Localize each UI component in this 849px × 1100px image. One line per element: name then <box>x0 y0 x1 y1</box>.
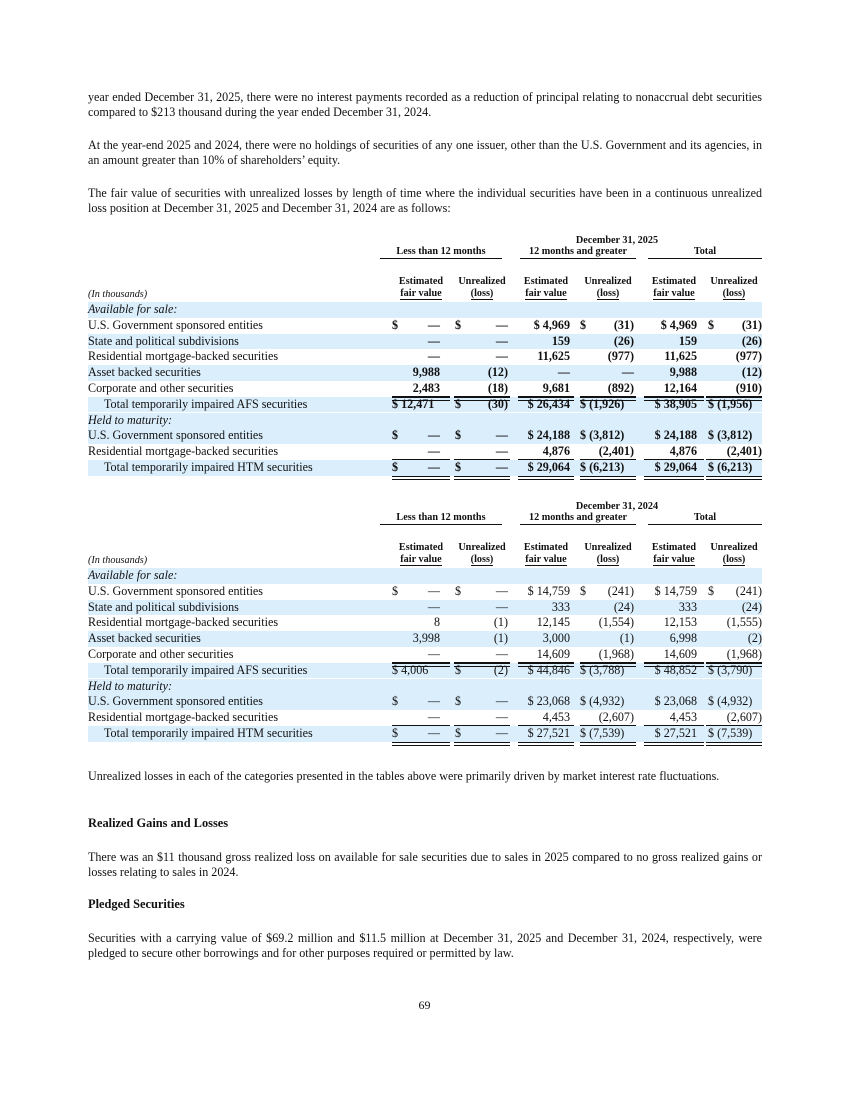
total-double-rule <box>454 397 510 401</box>
cell-col-8: $ (1,956) <box>708 396 753 411</box>
cell-col-1: — <box>427 317 440 332</box>
cell-col-7: 12,164 <box>663 381 697 395</box>
section-header-row <box>88 568 762 584</box>
cell-col-9: (1,968) <box>726 647 762 661</box>
cell-col-8: $ (4,932) <box>708 694 753 709</box>
total-double-rule <box>644 742 704 746</box>
column-header-estimated-fair-value <box>644 276 704 300</box>
row-label: Residential mortgage-backed securities <box>88 349 279 364</box>
cell-col-1: — <box>427 349 440 364</box>
column-header-underlined-text: fair value <box>400 287 442 299</box>
cell-col-7: $ 24,188 <box>654 428 697 443</box>
htm-row <box>88 710 762 726</box>
group-header-12-months-and-greater: 12 months and greater <box>520 512 636 525</box>
cell-col-3: — <box>495 599 508 614</box>
cell-col-9: (977) <box>735 349 762 364</box>
paragraph-issuer-holdings: At the year-end 2025 and 2024, there were no holdings of securities of any one issuer, other than the U.S. Government and its agencies, in an amount greater than 10% of shareholders’ equity. <box>88 138 762 167</box>
section-label: Held to maturity: <box>88 412 172 427</box>
column-header-unrealized-loss <box>454 542 510 566</box>
cell-col-3: — <box>495 710 508 725</box>
cell-col-9: (241) <box>735 583 762 598</box>
column-header-unrealized-loss <box>580 276 636 300</box>
htm-total-row <box>88 726 762 742</box>
heading-realized-gains: Realized Gains and Losses <box>88 816 229 830</box>
cell-col-9: (2,401) <box>726 444 762 459</box>
column-header-unrealized-loss <box>706 542 762 566</box>
total-double-rule <box>706 397 762 401</box>
column-header-line-2 <box>392 554 450 567</box>
column-header-line-1: Estimated <box>398 276 444 287</box>
htm-row <box>88 428 762 444</box>
cell-col-8: $ <box>708 317 715 332</box>
section-header-row <box>88 302 762 318</box>
total-double-rule <box>518 742 574 746</box>
column-header-estimated-fair-value <box>518 542 574 566</box>
row-label: Total temporarily impaired AFS securities <box>104 396 308 411</box>
cell-col-3: (2) <box>493 662 508 677</box>
total-double-rule <box>392 663 450 667</box>
cell-col-3: (30) <box>487 396 508 411</box>
cell-col-0: $ <box>392 726 399 740</box>
cell-col-4: $ 44,846 <box>527 662 570 677</box>
column-header-line-2 <box>706 554 762 567</box>
cell-col-5: $ (6,213) <box>580 460 625 474</box>
row-label: Asset backed securities <box>88 365 201 380</box>
row-label: Residential mortgage-backed securities <box>88 710 279 725</box>
page-number: 69 <box>418 998 431 1012</box>
column-header-line-1: Estimated <box>398 542 444 553</box>
paragraph-nonaccrual-interest: year ended December 31, 2025, there were no interest payments recorded as a reduction of principal relating to nonaccrual debt securities compared to $213 thousand during the year ended December 31, 2024. <box>88 90 762 119</box>
cell-col-7: $ 29,064 <box>654 460 697 474</box>
group-header-total: Total <box>648 512 762 525</box>
column-header-line-1: Estimated <box>523 542 569 553</box>
cell-col-1: 2,483 <box>412 381 440 395</box>
afs-row <box>88 615 762 631</box>
column-header-line-2 <box>644 554 704 567</box>
column-header-underlined-text: (loss) <box>596 553 620 565</box>
cell-col-7: $ 27,521 <box>654 726 697 740</box>
cell-col-4: 159 <box>551 333 570 348</box>
row-label: U.S. Government sponsored entities <box>88 428 263 443</box>
total-double-rule <box>580 663 636 667</box>
paragraph-realized-loss: There was an $11 thousand gross realized loss on available for sale securities due to sales in 2025 compared to no gross realized gains or losses relating to sales in 2024. <box>88 850 762 879</box>
cell-col-0: $ <box>392 317 399 332</box>
cell-col-9: (910) <box>735 381 762 395</box>
cell-col-2: $ <box>455 428 462 443</box>
column-header-underlined-text: (loss) <box>470 553 494 565</box>
cell-col-4: $ 14,759 <box>527 583 570 598</box>
cell-col-1: — <box>427 710 440 725</box>
column-header-line-1: Unrealized <box>584 542 632 553</box>
cell-col-5: $ (3,788) <box>580 662 625 677</box>
column-header-estimated-fair-value <box>392 542 450 566</box>
cell-col-3: — <box>495 694 508 709</box>
cell-col-7: $ 48,852 <box>654 662 697 677</box>
cell-col-7: $ 4,969 <box>660 317 697 332</box>
cell-col-7: 12,153 <box>663 615 697 630</box>
cell-col-2: $ <box>455 396 462 411</box>
cell-col-1: 3,998 <box>412 631 440 646</box>
cell-col-8: $ <box>708 583 715 598</box>
cell-col-1: — <box>427 428 440 443</box>
cell-col-0: $ <box>392 694 399 709</box>
cell-col-8: $ (7,539) <box>708 726 753 740</box>
column-header-underlined-text: (loss) <box>722 287 746 299</box>
cell-col-4: $ 29,064 <box>527 460 570 474</box>
cell-col-0: $ 12,471 <box>392 396 435 411</box>
section-header-row <box>88 413 762 429</box>
cell-col-3: — <box>495 647 508 661</box>
cell-col-7: $ 38,905 <box>654 396 697 411</box>
cell-col-9: (31) <box>741 317 762 332</box>
cell-col-2: $ <box>455 583 462 598</box>
row-label: Corporate and other securities <box>88 647 234 661</box>
cell-col-3: (1) <box>493 615 508 630</box>
cell-col-3: — <box>495 726 508 740</box>
cell-col-9: (26) <box>741 333 762 348</box>
section-label: Available for sale: <box>88 568 178 582</box>
row-label: Residential mortgage-backed securities <box>88 615 279 630</box>
cell-col-4: 12,145 <box>536 615 570 630</box>
column-header-line-1: Unrealized <box>458 542 506 553</box>
row-label: State and political subdivisions <box>88 333 239 348</box>
section-header-row <box>88 679 762 695</box>
cell-col-3: — <box>495 444 508 459</box>
row-label: State and political subdivisions <box>88 599 239 614</box>
column-header-underlined-text: (loss) <box>596 287 620 299</box>
column-header-line-1: Estimated <box>651 276 697 287</box>
total-double-rule <box>580 742 636 746</box>
cell-col-4: 11,625 <box>537 349 570 364</box>
cell-col-6: — <box>621 365 634 380</box>
column-header-estimated-fair-value <box>392 276 450 300</box>
column-header-unrealized-loss <box>454 276 510 300</box>
cell-col-0: $ 4,006 <box>392 662 429 677</box>
total-double-rule <box>580 397 636 401</box>
column-header-line-1: Estimated <box>523 276 569 287</box>
htm-total-row <box>88 460 762 476</box>
cell-col-1: 9,988 <box>412 365 440 380</box>
afs-row <box>88 349 762 365</box>
cell-col-8: $ (3,812) <box>708 428 753 443</box>
cell-col-4: — <box>557 365 570 380</box>
cell-col-1: 8 <box>433 615 440 630</box>
total-double-rule <box>518 663 574 667</box>
total-double-rule <box>644 663 704 667</box>
column-header-underlined-text: fair value <box>525 553 567 565</box>
cell-col-7: $ 14,759 <box>654 583 697 598</box>
total-double-rule <box>454 742 510 746</box>
cell-col-6: (1,554) <box>598 615 634 630</box>
cell-col-1: — <box>427 333 440 348</box>
cell-col-0: $ <box>392 428 399 443</box>
table-date-header: December 31, 2025 <box>575 235 659 246</box>
cell-col-4: 9,681 <box>542 381 570 395</box>
cell-col-6: (31) <box>613 317 634 332</box>
afs-row <box>88 334 762 350</box>
cell-col-1: — <box>427 694 440 709</box>
afs-row <box>88 631 762 647</box>
group-header-less-than-12-months: Less than 12 months <box>380 512 502 525</box>
cell-col-5: $ <box>580 583 587 598</box>
heading-pledged-securities: Pledged Securities <box>88 897 185 911</box>
cell-col-9: (24) <box>741 599 762 614</box>
units-note: (In thousands) <box>88 555 148 566</box>
cell-col-3: (1) <box>493 631 508 646</box>
cell-col-7: 159 <box>678 333 697 348</box>
total-double-rule <box>518 397 574 401</box>
cell-col-7: 333 <box>678 599 697 614</box>
cell-col-4: 14,609 <box>536 647 570 661</box>
cell-col-8: $ (3,790) <box>708 662 753 677</box>
cell-col-4: $ 4,969 <box>533 317 570 332</box>
afs-row <box>88 584 762 600</box>
group-header-less-than-12-months: Less than 12 months <box>380 246 502 259</box>
cell-col-7: 9,988 <box>669 365 697 380</box>
table-unrealized-losses-2025 <box>88 234 762 486</box>
cell-col-5: $ (7,539) <box>580 726 625 740</box>
cell-col-6: (977) <box>607 349 634 364</box>
table-unrealized-losses-2024 <box>88 500 762 752</box>
cell-col-6: (2,607) <box>598 710 634 725</box>
row-label: U.S. Government sponsored entities <box>88 694 263 709</box>
cell-col-4: $ 26,434 <box>527 396 570 411</box>
cell-col-3: — <box>495 460 508 474</box>
cell-col-7: 6,998 <box>669 631 697 646</box>
cell-col-1: — <box>427 460 440 474</box>
column-header-underlined-text: fair value <box>400 553 442 565</box>
cell-col-5: $ (3,812) <box>580 428 625 443</box>
column-header-line-1: Unrealized <box>710 542 758 553</box>
cell-col-6: (24) <box>613 599 634 614</box>
cell-col-6: (2,401) <box>598 444 634 459</box>
cell-col-3: — <box>495 583 508 598</box>
total-double-rule <box>706 742 762 746</box>
cell-col-5: $ (1,926) <box>580 396 625 411</box>
cell-col-4: 4,453 <box>542 710 570 725</box>
cell-col-7: $ 23,068 <box>654 694 697 709</box>
group-header-total: Total <box>648 246 762 259</box>
column-header-line-2 <box>454 554 510 567</box>
row-label: Total temporarily impaired HTM securities <box>104 726 313 740</box>
column-header-line-2 <box>580 288 636 301</box>
cell-col-9: (12) <box>741 365 762 380</box>
row-label: Total temporarily impaired HTM securities <box>104 460 313 474</box>
column-header-underlined-text: fair value <box>525 287 567 299</box>
column-header-underlined-text: fair value <box>653 287 695 299</box>
column-header-underlined-text: (loss) <box>470 287 494 299</box>
section-label: Available for sale: <box>88 302 178 316</box>
cell-col-4: $ 23,068 <box>527 694 570 709</box>
total-double-rule <box>454 663 510 667</box>
total-double-rule <box>518 476 574 480</box>
cell-col-6: (26) <box>613 333 634 348</box>
paragraph-unrealized-drivers: Unrealized losses in each of the categories presented in the tables above were primarily driven by market interest rate fluctuations. <box>88 769 720 783</box>
column-header-estimated-fair-value <box>644 542 704 566</box>
total-double-rule <box>644 476 704 480</box>
cell-col-0: $ <box>392 460 399 474</box>
column-header-line-1: Estimated <box>651 542 697 553</box>
column-header-line-2 <box>518 288 574 301</box>
total-double-rule <box>706 663 762 667</box>
row-label: Total temporarily impaired AFS securities <box>104 662 308 677</box>
row-label: Corporate and other securities <box>88 381 234 395</box>
column-header-line-2 <box>580 554 636 567</box>
total-double-rule <box>392 397 450 401</box>
htm-row <box>88 444 762 460</box>
cell-col-1: — <box>427 599 440 614</box>
cell-col-7: 4,453 <box>669 710 697 725</box>
row-label: U.S. Government sponsored entities <box>88 583 263 598</box>
cell-col-4: 4,876 <box>542 444 570 459</box>
cell-col-2: $ <box>455 317 462 332</box>
column-header-unrealized-loss <box>706 276 762 300</box>
cell-col-1: — <box>427 726 440 740</box>
row-label: Asset backed securities <box>88 631 201 646</box>
cell-col-7: 11,625 <box>664 349 697 364</box>
row-label: Residential mortgage-backed securities <box>88 444 279 459</box>
column-header-underlined-text: (loss) <box>722 553 746 565</box>
column-header-line-1: Unrealized <box>710 276 758 287</box>
cell-col-4: 333 <box>551 599 570 614</box>
cell-col-8: $ (6,213) <box>708 460 753 474</box>
cell-col-1: — <box>427 444 440 459</box>
total-double-rule <box>644 397 704 401</box>
cell-col-9: (2,607) <box>726 710 762 725</box>
column-header-line-1: Unrealized <box>584 276 632 287</box>
htm-row <box>88 694 762 710</box>
cell-col-0: $ <box>392 583 399 598</box>
cell-col-6: (241) <box>607 583 634 598</box>
total-double-rule <box>392 742 450 746</box>
group-header-12-months-and-greater: 12 months and greater <box>520 246 636 259</box>
column-header-line-2 <box>644 288 704 301</box>
total-double-rule <box>392 476 450 480</box>
column-header-line-1: Unrealized <box>458 276 506 287</box>
afs-row <box>88 647 762 663</box>
cell-col-4: 3,000 <box>542 631 570 646</box>
cell-col-1: — <box>427 647 440 661</box>
cell-col-3: — <box>495 428 508 443</box>
afs-row <box>88 365 762 381</box>
cell-col-6: (1) <box>619 631 634 646</box>
cell-col-9: (1,555) <box>726 615 762 630</box>
afs-row <box>88 318 762 334</box>
paragraph-pledged-securities: Securities with a carrying value of $69.2 million and $11.5 million at December 31, 2025 and December 31, 2024, respectively, were pledged to secure other borrowings and for other purposes required or permitted by law. <box>88 931 762 960</box>
cell-col-3: (18) <box>487 381 508 395</box>
cell-col-2: $ <box>455 662 462 677</box>
cell-col-5: $ (4,932) <box>580 694 625 709</box>
cell-col-2: $ <box>455 460 462 474</box>
total-double-rule <box>454 476 510 480</box>
cell-col-6: (1,968) <box>598 647 634 661</box>
cell-col-7: 4,876 <box>669 444 697 459</box>
cell-col-1: — <box>427 583 440 598</box>
units-note: (In thousands) <box>88 289 148 300</box>
cell-col-2: $ <box>455 726 462 740</box>
cell-col-5: $ <box>580 317 587 332</box>
row-label: U.S. Government sponsored entities <box>88 317 263 332</box>
section-label: Held to maturity: <box>88 678 172 693</box>
afs-row <box>88 600 762 616</box>
column-header-line-2 <box>454 288 510 301</box>
cell-col-3: — <box>495 349 508 364</box>
column-header-line-2 <box>392 288 450 301</box>
cell-col-2: $ <box>455 694 462 709</box>
column-header-estimated-fair-value <box>518 276 574 300</box>
cell-col-3: — <box>495 333 508 348</box>
paragraph-fair-value-intro: The fair value of securities with unrealized losses by length of time where the individual securities have been in a continuous unrealized loss position at December 31, 2025 and December 31, 2024 are as follows: <box>88 186 762 215</box>
cell-col-7: 14,609 <box>663 647 697 661</box>
afs-row <box>88 381 762 397</box>
column-header-line-2 <box>706 288 762 301</box>
total-double-rule <box>706 476 762 480</box>
cell-col-3: (12) <box>487 365 508 380</box>
cell-col-3: — <box>495 317 508 332</box>
column-header-underlined-text: fair value <box>653 553 695 565</box>
cell-col-6: (892) <box>607 381 634 395</box>
cell-col-4: $ 27,521 <box>527 726 570 740</box>
cell-col-4: $ 24,188 <box>527 428 570 443</box>
column-header-line-2 <box>518 554 574 567</box>
column-header-unrealized-loss <box>580 542 636 566</box>
cell-col-9: (2) <box>747 631 762 646</box>
table-date-header: December 31, 2024 <box>575 501 659 512</box>
total-double-rule <box>580 476 636 480</box>
